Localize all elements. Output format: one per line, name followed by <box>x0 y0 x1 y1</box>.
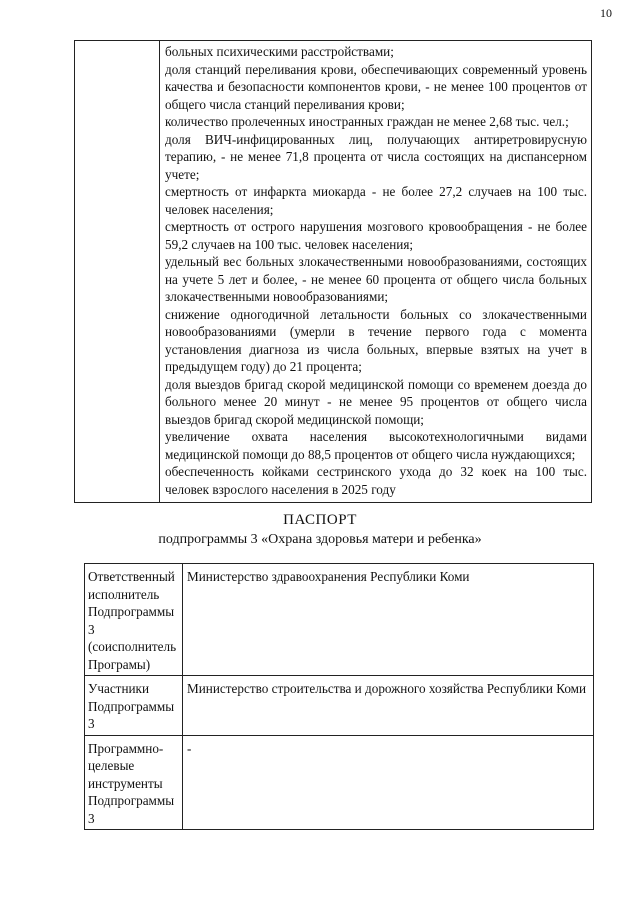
passport-row-value: Министерство строительства и дорожного хозяйства Республики Коми <box>183 676 594 736</box>
passport-row-instruments <box>85 735 594 830</box>
continuation-value-cell <box>160 41 592 503</box>
continuation-label-cell <box>75 41 160 503</box>
passport-row-label: Программно-целевые инструменты Подпрограммы 3 <box>85 735 183 830</box>
passport-row-value: - <box>183 735 594 830</box>
passport-row-responsible <box>85 564 594 676</box>
passport-row-participants <box>85 676 594 736</box>
goal-item: удельный вес больных злокачественными новообразованиями, состоящих на учете 5 лет и более, - не менее 60 процента от общего числа больных злокачественными новообразованиями; <box>165 254 587 304</box>
page-number: 10 <box>600 6 612 20</box>
continuation-table <box>74 40 592 503</box>
passport-row-label: Участники Подпрограммы 3 <box>85 676 183 736</box>
continuation-row <box>75 41 592 503</box>
passport-row-label: Ответственный исполнитель Подпрограммы 3 (соисполнитель Програмы) <box>85 564 183 676</box>
passport-title: ПАСПОРТ <box>283 512 357 528</box>
goal-item: смертность от инфаркта миокарда - не более 27,2 случаев на 100 тыс. человек населения; <box>165 184 587 217</box>
goal-item: обеспеченность койками сестринского ухода до 32 коек на 100 тыс. человек взрослого населения в 2025 году <box>165 464 587 497</box>
passport-row-value: Министерство здравоохранения Республики Коми <box>183 564 594 676</box>
goal-item: доля выездов бригад скорой медицинской помощи со временем доезда до больного менее 20 минут - не менее 95 процентов от общего числа выездов бригад скорой медицинской помощи; <box>165 376 587 427</box>
goal-item: увеличение охвата населения высокотехнологичными видами медицинской помощи до 88,5 процентов от общего числа нуждающихся; <box>165 429 587 462</box>
goal-item: больных психическими расстройствами; <box>165 44 394 59</box>
goal-item: количество пролеченных иностранных граждан не менее 2,68 тыс. чел.; <box>165 114 569 129</box>
passport-table <box>84 563 594 830</box>
goal-item: снижение одногодичной летальности больных со злокачественными новообразованиями (умерли в течение первого года с момента установления диагноза из числа больных, впервые взятых на учет в предыдущем году) до 21 процента; <box>165 306 587 374</box>
goal-item: смертность от острого нарушения мозгового кровообращения - не более 59,2 случаев на 100 тыс. человек населения; <box>165 219 587 252</box>
goal-item: доля ВИЧ-инфицированных лиц, получающих антиретровирусную терапию, - не менее 71,8 процента от числа состоящих на диспансерном учете; <box>165 131 587 182</box>
goal-item: доля станций переливания крови, обеспечивающих современный уровень качества и безопасности компонентов крови, - не менее 100 процентов от общего числа станций переливания крови; <box>165 61 587 112</box>
passport-subtitle: подпрограммы 3 «Охрана здоровья матери и ребенка» <box>158 532 482 547</box>
